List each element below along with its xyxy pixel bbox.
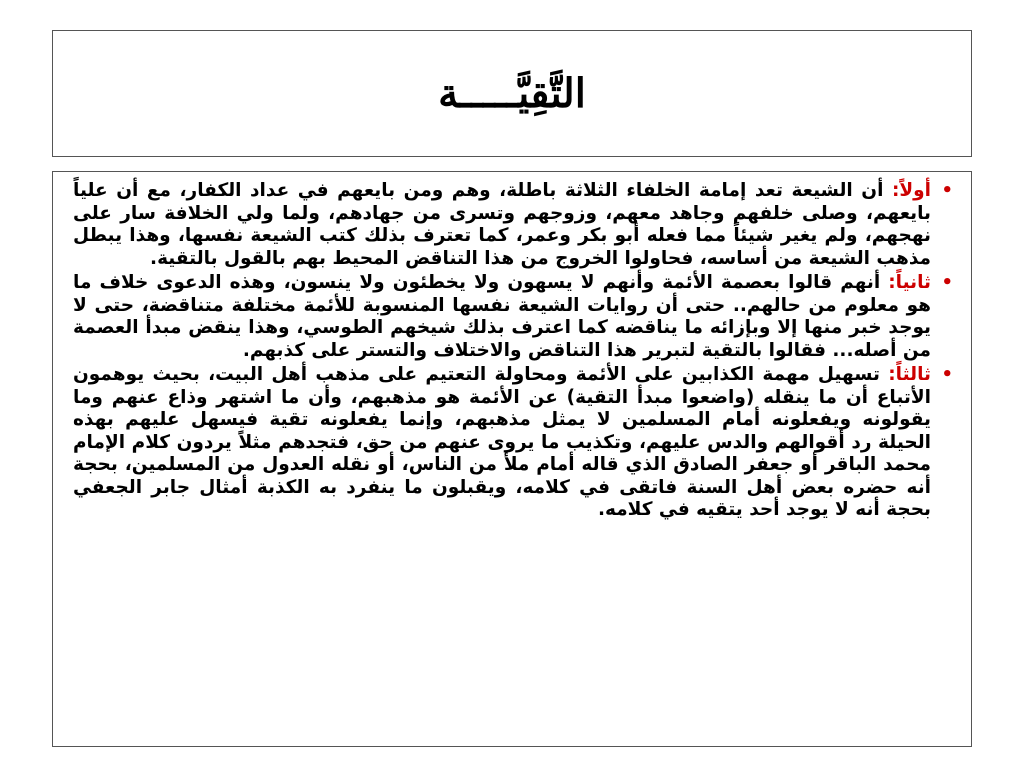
bullet-point-third: [73, 364, 953, 522]
bullet-body-text: تسهيل مهمة الكذابين على الأئمة ومحاولة التعتيم على مذهب أهل البيت، بحيث يوهمون الأتباع أن ما ينقله (واضعوا مبدأ التقية) عن الأئمة هو مذهبهم، وأن ما اشتهر وذاع عنهم وما يقولونه ويفعلونه أمام المسلمين لا يمثل مذهبهم، وإنما يفعلونه تقية فيسهل عليهم بهذه الحيلة رد أقوالهم والدس عليهم، وتكذيب ما يروى عنهم من حق، فتجدهم مثلاً يردون كلام الإمام محمد الباقر أو جعفر الصادق الذي قاله أمام ملأ من الناس، أو نقله العدول من المسلمين، بحجة أنه حضره بعض أهل السنة فاتقى في كلامه، ويقبلون ما ينفرد به الكذبة أمثال جابر الجعفي بحجة أنه لا يوجد أحد يتقيه في كلامه.: [73, 364, 931, 520]
bullet-dot-icon: •: [941, 180, 953, 201]
bullet-body-text: أنهم قالوا بعصمة الأئمة وأنهم لا يسهون ولا يخطئون ولا ينسون، وهذه الدعوى خلاف ما هو معلوم من حالهم.. حتى أن روايات الشيعة نفسها المنسوبة للأئمة مختلفة متناقضة، حتى لا يوجد خبر منها إلا وبإزائه ما يناقضه كما اعترف بذلك شيخهم الطوسي، وهذا ينقض مبدأ العصمة من أصله... فقالوا بالتقية لتبرير هذا التناقض والاختلاف والتستر على كذبهم.: [73, 272, 931, 361]
content-box: [52, 171, 972, 747]
bullet-lead-label: أولاً:: [891, 180, 931, 201]
bullet-body-text: أن الشيعة تعد إمامة الخلفاء الثلاثة باطلة، وهم ومن بايعهم في عداد الكفار، مع أن علياً بايعهم، وصلى خلفهم وجاهد معهم، وزوجهم وتسرى من جهادهم، ولما ولي الخلافة سار على نهجهم، ولم يغير شيئاً مما فعله أبو بكر وعمر، كما تعترف بذلك كتب الشيعة نفسها، وهذا يبطل مذهب الشيعة من أساسه، فحاولوا الخروج من هذا التناقض المحيط بهم بالقول بالتقية.: [73, 180, 931, 269]
bullet-dot-icon: •: [941, 272, 953, 293]
title-box: [52, 30, 972, 157]
bullet-point-first: [73, 180, 953, 270]
bullet-lead-label: ثانياً:: [888, 272, 931, 293]
bullet-lead-label: ثالثاً:: [888, 364, 931, 385]
bullet-point-second: [73, 272, 953, 362]
bullet-dot-icon: •: [941, 364, 953, 385]
slide-title: التَّقِيَّـــــة: [438, 69, 586, 117]
bullet-list: [53, 172, 971, 522]
